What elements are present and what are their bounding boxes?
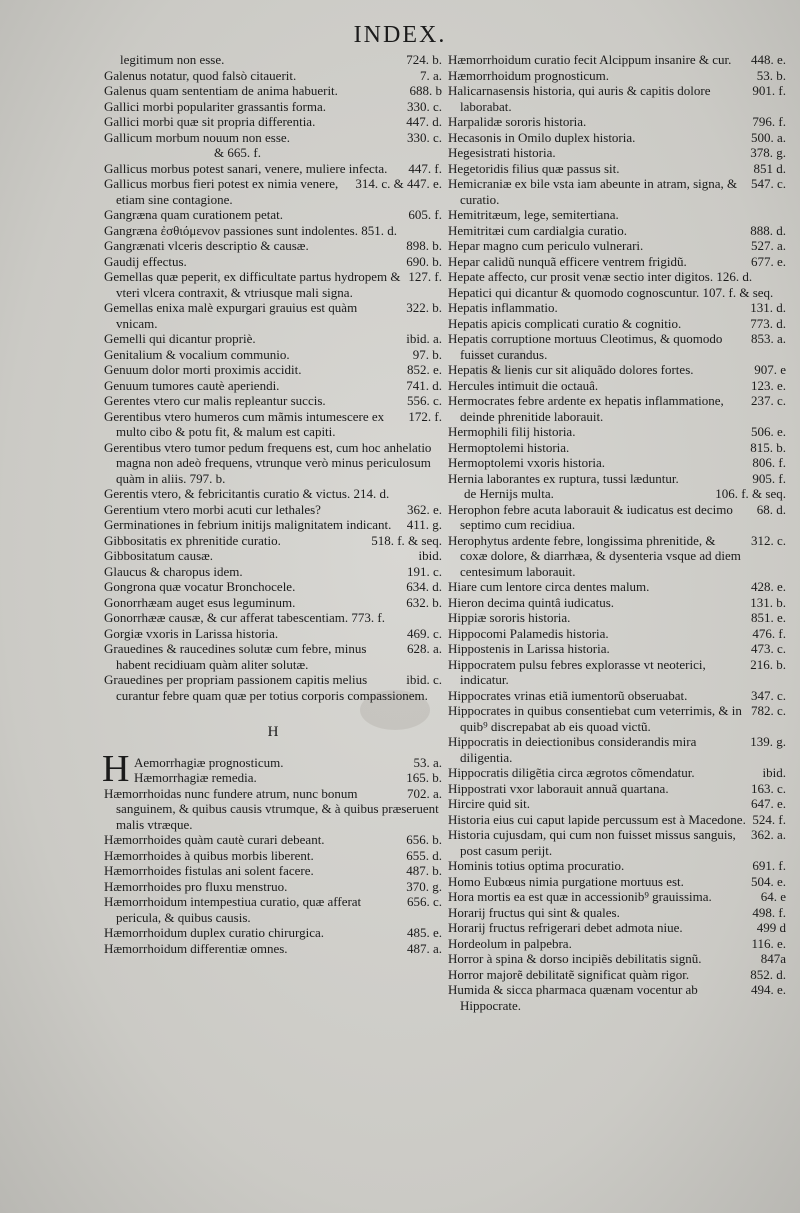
page-reference: 447. d. (406, 114, 442, 129)
index-entry (104, 409, 442, 440)
index-entry (104, 130, 442, 161)
entry-text: Gerentibus vtero humeros cum mãmis intumescere ex multo cibo & potu fit, & malum est capiti. (104, 408, 385, 439)
entry-text: legitimum non esse. (120, 52, 225, 67)
entry-text: Humida & sicca pharmaca quænam vocentur ab Hippocrate. (448, 982, 698, 1013)
index-entry (448, 579, 786, 595)
page-reference: 853. a. (750, 331, 786, 346)
index-entry (448, 734, 786, 765)
index-entry (448, 827, 786, 858)
entry-text: Hermophili filij historia. (448, 424, 576, 439)
page-reference: ibid. c. (406, 672, 442, 687)
index-entry (104, 548, 442, 564)
entry-text: Hepatis apicis complicati curatio & cognitio. (448, 315, 682, 331)
entry-text: Germinationes in febrium initijs malignitatem indicant. (104, 517, 392, 532)
entry-text: Gemelli qui dicantur propriè. (104, 331, 256, 346)
index-entry (104, 502, 442, 518)
entry-text: Gemellas quæ peperit, ex difficultate partus hydropem & vteri vlcera contraxit, & vtriusque mali signa. (104, 269, 401, 300)
index-entry (104, 863, 442, 879)
page-reference: 378. g. (750, 145, 786, 160)
entry-text: Gangræna ἐσθιόμενον passiones sunt indolentes. 851. d. (104, 222, 397, 238)
entry-text: Gibbositatis ex phrenitide curatio. (104, 532, 281, 548)
page-reference: 53. a. (413, 754, 442, 770)
index-entry (104, 533, 442, 549)
dropcap-letter: H (102, 747, 130, 790)
page-reference: 741. d. (406, 377, 442, 393)
entry-text: Gerentes vtero cur malis repleantur succis. (104, 393, 326, 408)
page-reference: 647. e. (750, 796, 786, 811)
index-entry (448, 533, 786, 580)
page-reference: 499 d (756, 920, 786, 935)
entry-text: Galenus notatur, quod falsò citauerit. (104, 67, 297, 83)
entry-text: Gorgiæ vxoris in Larissa historia. (104, 625, 279, 641)
page-reference: 64. e (760, 889, 786, 904)
page-reference: 7. a. (419, 67, 442, 83)
index-entry (448, 285, 786, 301)
index-entry (104, 83, 442, 99)
index-entry (104, 207, 442, 223)
entry-text: Gonorrhæam auget esus leguminum. (104, 594, 296, 610)
index-entry (448, 951, 786, 967)
page-reference: 556. c. (406, 393, 442, 408)
entry-text: Horror majorẽ debilitatẽ significat quàm rigor. (448, 966, 690, 982)
index-entry (104, 114, 442, 130)
entry-text: Gallici morbi populariter grassantis forma. (104, 98, 327, 114)
page-reference: 163. c. (750, 780, 786, 796)
page-reference: 447. f. (408, 160, 442, 176)
entry-text: Gibbositatum causæ. (104, 548, 214, 563)
entry-text: Hippocrates vrinas etiã iumentorũ obseruabat. (448, 687, 688, 703)
index-entry (448, 455, 786, 471)
entry-text: Gangræna quam curationem petat. (104, 207, 284, 222)
entry-text: Horarij fructus qui sint & quales. (448, 904, 620, 920)
index-entry (448, 68, 786, 84)
page-reference: 907. e (754, 362, 786, 377)
index-entry (104, 440, 442, 487)
index-entry (448, 316, 786, 332)
index-entry (448, 657, 786, 688)
index-entry (104, 331, 442, 347)
entry-text: Hæmorrhoidas nunc fundere atrum, nunc bonum sanguinem, & quibus causis vtrumque, & à quibus præseruent malis vtræque. (104, 785, 439, 832)
entry-text: Genitalium & vocalium communio. (104, 346, 290, 362)
entry-text: Gallici morbi quæ sit propria differentia. (104, 114, 316, 129)
page-reference: 656. b. (406, 832, 442, 847)
index-entry (448, 874, 786, 890)
index-entry (104, 579, 442, 595)
index-entry (104, 254, 442, 270)
entry-text: Historia cujusdam, qui cum non fuisset missus sanguis, post casum perijt. (448, 827, 736, 858)
entry-text: Genuum tumores cautè aperiendi. (104, 377, 280, 393)
index-entry (448, 703, 786, 734)
page-reference: 191. c. (406, 563, 442, 579)
page-reference: 677. e. (750, 253, 786, 269)
index-entry (104, 269, 442, 300)
entry-text: Hemitritæum, lege, semitertiana. (448, 207, 619, 222)
entry-text: Gongrona quæ vocatur Bronchocele. (104, 579, 296, 594)
index-entry (448, 145, 786, 161)
entry-text: Gallicus morbus potest sanari, venere, muliere infecta. (104, 160, 388, 176)
page-reference: 139. g. (750, 734, 786, 749)
index-entry (104, 770, 442, 786)
entry-continuation: & 665. f. (214, 145, 261, 160)
entry-text: Hippocratem pulsu febres explorasse vt neoterici, indicatur. (448, 656, 706, 687)
page-reference: 852. d. (750, 966, 786, 982)
page-reference: 851. e. (750, 610, 786, 625)
entry-text: Glaucus & charopus idem. (104, 563, 243, 579)
index-entry (448, 269, 786, 285)
entry-text: Hepatis & lienis cur sit aliquãdo dolores fortes. (448, 362, 694, 377)
entry-text: Hippostrati vxor laborauit annuã quartana. (448, 780, 669, 796)
entry-text: Hegesistrati historia. (448, 145, 556, 160)
index-entry (448, 130, 786, 146)
entry-text: Gallicum morbum nouum non esse. (104, 129, 290, 145)
index-entry (448, 641, 786, 657)
entry-text: Hemicraniæ ex bile vsta iam abeunte in atram, signa, & curatio. (448, 176, 738, 207)
index-entry (448, 905, 786, 921)
entry-text: Gangrænati vlceris descriptio & causæ. (104, 238, 309, 253)
index-entry (448, 83, 786, 114)
entry-text: Hepatici qui dicantur & quomodo cognoscuntur. 107. f. & seq. (448, 284, 774, 300)
page-reference: 851 d. (753, 160, 786, 176)
page-reference: 655. d. (406, 847, 442, 863)
index-entry (448, 889, 786, 905)
page-reference: 504. e. (750, 873, 786, 889)
entry-text: de Hernijs multa. (464, 486, 554, 501)
index-entry (448, 161, 786, 177)
entry-text: Hippocratis diligẽtia circa ægrotos cõmendatur. (448, 765, 695, 780)
left-entries (104, 52, 442, 703)
entry-text: Hircire quid sit. (448, 796, 530, 811)
entry-text: Hemitritæi cum cardialgia curatio. (448, 222, 628, 238)
entry-text: Hepar magno cum periculo vulnerari. (448, 238, 644, 253)
entry-text: Gonorrhææ causæ, & cur afferat tabescentiam. 773. f. (104, 610, 385, 625)
page-reference: 498. f. (752, 904, 786, 920)
page-reference: 411. g. (406, 517, 442, 532)
index-entry (104, 941, 442, 957)
entry-text: Hepatis inflammatio. (448, 300, 558, 315)
index-entry (448, 300, 786, 316)
index-entry (104, 641, 442, 672)
entry-text: Hippiæ sororis historia. (448, 610, 571, 625)
entry-text: Hora mortis ea est quæ in accessionib⁹ grauissima. (448, 889, 712, 904)
page-reference: 806. f. (752, 455, 786, 470)
page-reference: 782. c. (750, 703, 786, 718)
index-entry (448, 936, 786, 952)
page-reference: 847a (760, 951, 786, 966)
entry-text: Halicarnasensis historia, qui auris & capitis dolore laborabat. (448, 83, 711, 114)
index-entry (104, 99, 442, 115)
page-reference: 116. e. (751, 935, 786, 951)
page-reference: 656. c. (406, 894, 442, 909)
page-reference: 628. a. (406, 641, 442, 656)
entry-text: Herophytus ardente febre, longissima phrenitide, & coxæ dolore, & diarrhæa, & dysenteria vsque ad diem centesimum laborauit. (448, 532, 741, 579)
index-entry (104, 848, 442, 864)
page-reference: 370. g. (406, 878, 442, 894)
index-entry (104, 52, 442, 68)
entry-text: Aemorrhagiæ prognosticum. (134, 754, 284, 770)
page-reference: 172. f. (408, 408, 442, 424)
page-reference: 901. f. (752, 83, 786, 98)
index-entry (104, 238, 442, 254)
index-entry (104, 672, 442, 703)
index-entry (448, 626, 786, 642)
entry-text: Horarij fructus refrigerari debet admota niue. (448, 920, 683, 935)
entry-text: Hæmorrhoidum duplex curatio chirurgica. (104, 925, 324, 940)
index-entry (448, 176, 786, 207)
page-reference: 131. d. (750, 300, 786, 315)
page-reference: 524. f. (752, 811, 786, 827)
page-reference: 605. f. (408, 207, 442, 222)
index-entry (448, 486, 786, 502)
page-reference: 362. e. (406, 501, 442, 517)
entry-text: Hepate affecto, cur prosit venæ sectio inter digitos. 126. d. (448, 269, 753, 284)
entry-text: Gerentibus vtero tumor pedum frequens est, cum hoc anhelatio magna non adeò frequens, vtrunque verò minus periculosum quàm in aliis. 797. b. (104, 439, 432, 486)
index-entry (104, 925, 442, 941)
page-reference: 494. e. (750, 982, 786, 997)
page-reference: 314. c. & 447. e. (355, 176, 442, 191)
index-entry (104, 564, 442, 580)
index-entry (104, 223, 442, 239)
entry-text: Hermoptolemi vxoris historia. (448, 455, 606, 470)
index-entry (448, 858, 786, 874)
page-reference: 347. c. (750, 687, 786, 703)
index-entry (448, 471, 786, 487)
page-reference: 131. b. (750, 594, 786, 610)
entry-text: Hæmorrhoidum prognosticum. (448, 67, 610, 83)
entry-text: Horror à spina & dorso incipiẽs debilitatis signũ. (448, 951, 702, 966)
entry-text: Homo Eubœus nimia purgatione mortuus est. (448, 873, 684, 889)
index-entry (104, 626, 442, 642)
entry-text: Historia eius cui caput lapide percussum est à Macedone. (448, 811, 746, 827)
page-reference: 690. b. (406, 253, 442, 269)
h-entries (104, 755, 442, 957)
index-entry (448, 114, 786, 130)
index-entry (104, 595, 442, 611)
page-reference: 362. a. (750, 827, 786, 842)
index-entry (104, 786, 442, 833)
index-entry (104, 362, 442, 378)
page-reference: 634. d. (406, 579, 442, 594)
index-entry (448, 610, 786, 626)
left-column (104, 52, 442, 956)
index-entry (448, 393, 786, 424)
entry-text: Grauedines per propriam passionem capitis melius curantur febre quam quæ per totius corporis compassionem. (104, 672, 428, 703)
page-reference: 106. f. & seq. (715, 486, 786, 501)
page-reference: 898. b. (406, 238, 442, 253)
index-entry (104, 486, 442, 502)
index-entry (104, 832, 442, 848)
index-entry (104, 347, 442, 363)
index-entry (448, 378, 786, 394)
entry-text: Genuum dolor morti proximis accidit. (104, 362, 302, 377)
page-reference: 330. c. (406, 129, 442, 145)
entry-text: Harpalidæ sororis historia. (448, 114, 587, 129)
page-reference: 506. e. (750, 424, 786, 439)
page-reference: 216. b. (750, 656, 786, 672)
page-reference: 852. e. (406, 362, 442, 377)
page-reference: 724. b. (406, 52, 442, 67)
page-reference: 428. e. (750, 579, 786, 594)
entry-text: Gallicus morbus fieri potest ex nimia venere, etiam sine contagione. (104, 176, 339, 207)
page-reference: 165. b. (406, 770, 442, 785)
index-entry (448, 254, 786, 270)
page-reference: 796. f. (752, 114, 786, 129)
page-reference: ibid. a. (406, 331, 442, 346)
entry-text: Hæmorrhoidum intempestiua curatio, quæ afferat pericula, & quibus causis. (104, 894, 362, 925)
index-entry (448, 967, 786, 983)
index-entry (448, 502, 786, 533)
page-reference: 485. e. (406, 925, 442, 940)
index-entry (104, 879, 442, 895)
index-entry (448, 362, 786, 378)
entry-text: Hæmorrhoides à quibus morbis liberent. (104, 847, 314, 863)
page-reference: 632. b. (406, 594, 442, 610)
page-reference: 473. c. (750, 641, 786, 656)
page-reference: 448. e. (750, 52, 786, 67)
index-entry (448, 207, 786, 223)
page-reference: 322. b. (406, 300, 442, 315)
index-entry (448, 440, 786, 456)
index-entry (104, 393, 442, 409)
page-reference: 487. a. (406, 940, 442, 956)
page-reference: 500. a. (750, 129, 786, 145)
index-entry (104, 161, 442, 177)
index-entry (104, 517, 442, 533)
entry-text: Hæmorrhoidum curatio fecit Alcippum insanire & cur. (448, 52, 732, 67)
entry-text: Hæmorrhagiæ remedia. (134, 770, 257, 785)
page-reference: 487. b. (406, 863, 442, 878)
entry-text: Hercules intimuit die octauâ. (448, 377, 599, 393)
entry-text: Gaudij effectus. (104, 253, 187, 269)
index-entry (104, 755, 442, 771)
index-entry (448, 331, 786, 362)
index-entry (448, 796, 786, 812)
page-reference: 237. c. (750, 393, 786, 408)
entry-text: Hermoptolemi historia. (448, 439, 570, 455)
page-reference: 330. c. (406, 98, 442, 114)
index-entry (448, 424, 786, 440)
entry-text: Gemellas enixa malè expurgari grauius est quàm vnicam. (104, 300, 358, 331)
page-reference: 702. a. (406, 785, 442, 801)
page-reference: 773. d. (750, 315, 786, 331)
entry-text: Hegetoridis filius quæ passus sit. (448, 160, 620, 176)
page-reference: 688. b (409, 83, 442, 98)
page-reference: 547. c. (750, 176, 786, 191)
entry-text: Hæmorrhoides fistulas ani solent facere. (104, 863, 314, 878)
index-entry (448, 238, 786, 254)
page-reference: 691. f. (752, 858, 786, 873)
entry-text: Gerentis vtero, & febricitantis curatio & victus. 214. d. (104, 486, 390, 501)
page-reference: 127. f. (408, 269, 442, 284)
right-entries (448, 52, 786, 1013)
h-section (102, 747, 442, 957)
index-entry (448, 920, 786, 936)
entry-text: Gerentium vtero morbi acuti cur lethales? (104, 501, 321, 517)
page-reference: 469. c. (406, 625, 442, 641)
page-reference: 312. c. (750, 532, 786, 548)
page-header: INDEX. (353, 22, 447, 48)
index-entry (448, 595, 786, 611)
entry-text: Hernia laborantes ex ruptura, tussi læduntur. (448, 470, 679, 486)
index-entry (104, 176, 442, 207)
right-column (448, 52, 786, 1013)
index-entry (448, 223, 786, 239)
entry-text: Herophon febre acuta laborauit & iudicatus est decimo septimo cum recidiua. (448, 501, 733, 532)
page-reference: 518. f. & seq. (371, 532, 442, 548)
entry-text: Hepar calidũ nunquã efficere ventrem frigidũ. (448, 253, 687, 269)
page-reference: 123. e. (750, 377, 786, 393)
entry-text: Hominis totius optima procuratio. (448, 858, 625, 873)
entry-text: Galenus quam sententiam de anima habuerit. (104, 83, 338, 98)
section-letter: H (267, 724, 279, 740)
entry-text: Hecasonis in Omilo duplex historia. (448, 129, 636, 145)
index-entry (448, 812, 786, 828)
entry-text: Hæmorrhoides quàm cautè curari debeant. (104, 832, 325, 847)
index-entry (104, 894, 442, 925)
entry-text: Hippocomi Palamedis historia. (448, 625, 609, 641)
entry-text: Hordeolum in palpebra. (448, 935, 572, 951)
index-entry (448, 52, 786, 68)
index-entry (104, 68, 442, 84)
index-entry (104, 300, 442, 331)
entry-text: Hieron decima quintâ iudicatus. (448, 594, 615, 610)
page-reference: 905. f. (752, 470, 786, 486)
page-reference: 815. b. (750, 439, 786, 455)
page-reference: ibid. (762, 765, 786, 780)
page-reference: 53. b. (756, 67, 786, 83)
index-entry (448, 781, 786, 797)
page-reference: ibid. (418, 548, 442, 563)
entry-text: Hermocrates febre ardente ex hepatis inflammatione, deinde phrenitide laborauit. (448, 393, 724, 424)
entry-text: Hæmorrhoidum differentiæ omnes. (104, 940, 288, 956)
entry-text: Hippocratis in deiectionibus considerandis mira diligentia. (448, 734, 697, 765)
entry-text: Hippocrates in quibus consentiebat cum veterrimis, & in quib⁹ discrepabat ab eis quoad victũ. (448, 703, 742, 734)
entry-text: Grauedines & raucedines solutæ cum febre, minus habent recidiuam quàm aliter solutæ. (104, 641, 367, 672)
page-reference: 68. d. (756, 501, 786, 517)
index-entry (448, 688, 786, 704)
index-entry (448, 982, 786, 1013)
page-reference: 476. f. (752, 625, 786, 641)
page-reference: 527. a. (750, 238, 786, 253)
index-entry (104, 610, 442, 626)
entry-text: Hæmorrhoides pro fluxu menstruo. (104, 878, 288, 894)
page-reference: 97. b. (412, 346, 442, 362)
entry-text: Hiare cum lentore circa dentes malum. (448, 579, 650, 594)
entry-text: Hepatis corruptione mortuus Cleotimus, & quomodo fuisset curandus. (448, 331, 723, 362)
page-reference: 888. d. (750, 222, 786, 238)
index-entry (448, 765, 786, 781)
index-entry (104, 378, 442, 394)
entry-text: Hippostenis in Larissa historia. (448, 641, 610, 656)
